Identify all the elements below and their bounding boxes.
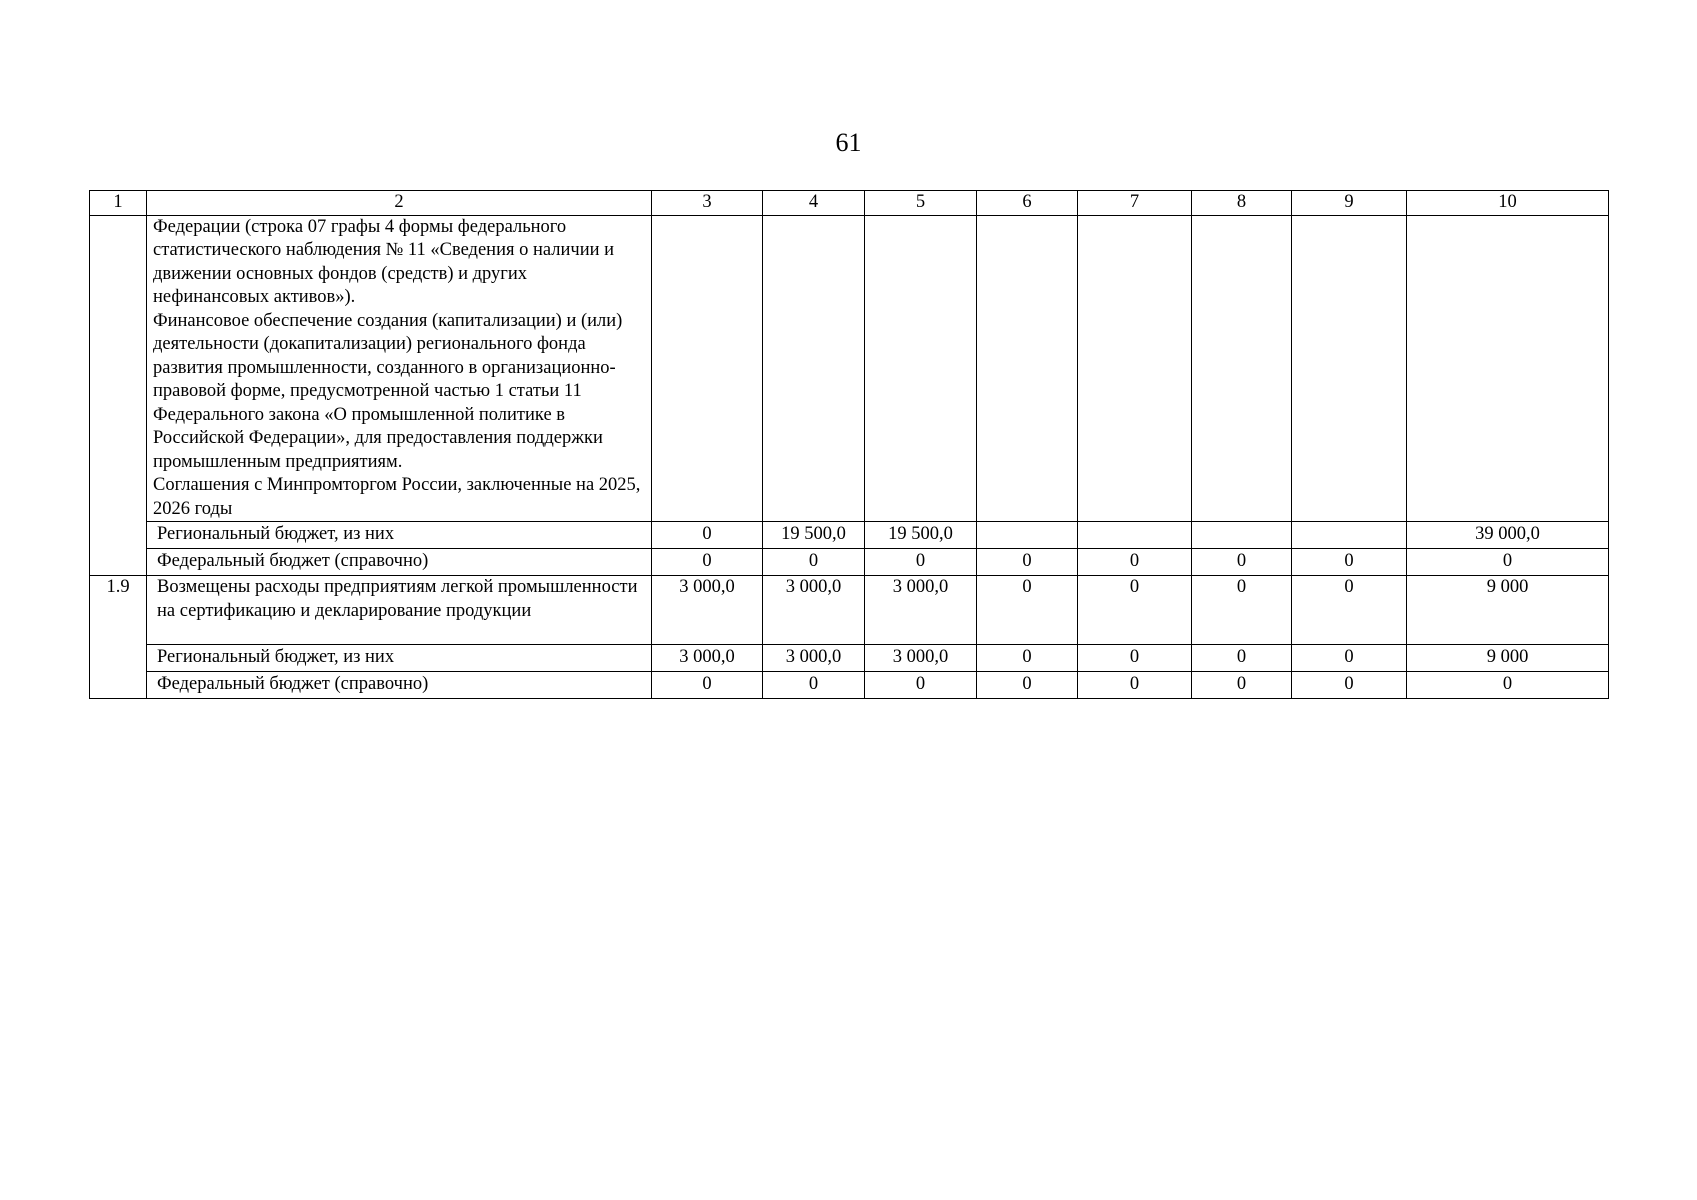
value-cell: 0 [1078,549,1192,576]
column-header-8: 8 [1192,191,1292,216]
table-row [90,576,1609,645]
value-cell [1192,522,1292,549]
value-cell: 3 000,0 [865,576,977,645]
column-header-3: 3 [652,191,763,216]
row-description: Возмещены расходы предприятиям легкой промышленности на сертификацию и декларирование продукции [147,576,652,645]
empty-cell [977,215,1078,522]
value-cell: 0 [1407,549,1609,576]
value-cell: 9 000 [1407,576,1609,645]
row-label: Региональный бюджет, из них [147,522,652,549]
value-cell [977,522,1078,549]
value-cell: 0 [1192,549,1292,576]
empty-cell [865,215,977,522]
column-header-10: 10 [1407,191,1609,216]
value-cell: 0 [763,549,865,576]
value-cell: 0 [977,549,1078,576]
row-index [90,215,147,576]
value-cell: 0 [1078,672,1192,699]
empty-cell [1292,215,1407,522]
row-label: Федеральный бюджет (справочно) [147,549,652,576]
value-cell: 0 [977,645,1078,672]
row-label: Региональный бюджет, из них [147,645,652,672]
table-row [90,549,1609,576]
column-header-4: 4 [763,191,865,216]
empty-cell [1407,215,1609,522]
table-row [90,645,1609,672]
description-paragraph: Федерации (строка 07 графы 4 формы федерального статистического наблюдения № 11 «Сведения о наличии и движении основных фондов (средств) и других нефинансовых активов»). [153,216,615,307]
value-cell: 0 [1407,672,1609,699]
empty-cell [763,215,865,522]
value-cell: 9 000 [1407,645,1609,672]
budget-table [89,190,1609,699]
table-row [90,215,1609,522]
empty-cell [1078,215,1192,522]
empty-cell [1192,215,1292,522]
value-cell: 0 [1292,576,1407,645]
value-cell: 0 [1192,645,1292,672]
column-header-5: 5 [865,191,977,216]
value-cell: 39 000,0 [1407,522,1609,549]
column-header-9: 9 [1292,191,1407,216]
table-row [90,672,1609,699]
value-cell: 0 [865,549,977,576]
value-cell: 3 000,0 [763,645,865,672]
value-cell: 0 [977,576,1078,645]
value-cell: 0 [1078,576,1192,645]
value-cell: 0 [1078,645,1192,672]
value-cell: 0 [1292,549,1407,576]
value-cell: 0 [1292,672,1407,699]
value-cell: 0 [1292,645,1407,672]
table-row [90,522,1609,549]
page-number: 61 [835,128,862,157]
empty-cell [652,215,763,522]
value-cell: 0 [652,672,763,699]
value-cell: 3 000,0 [652,645,763,672]
value-cell: 19 500,0 [763,522,865,549]
column-header-7: 7 [1078,191,1192,216]
value-cell: 3 000,0 [865,645,977,672]
row-index: 1.9 [90,576,147,699]
column-header-1: 1 [90,191,147,216]
value-cell: 0 [1192,672,1292,699]
column-header-2: 2 [147,191,652,216]
value-cell: 3 000,0 [652,576,763,645]
value-cell: 0 [1192,576,1292,645]
value-cell [1078,522,1192,549]
value-cell: 0 [652,549,763,576]
value-cell: 19 500,0 [865,522,977,549]
value-cell [1292,522,1407,549]
value-cell: 0 [763,672,865,699]
column-header-row [90,191,1609,216]
description-paragraph: Соглашения с Минпромторгом России, заключенные на 2025, 2026 годы [153,475,641,519]
description-paragraph: Финансовое обеспечение создания (капитализации) и (или) деятельности (докапитализации) регионального фонда развития промышленности, созданного в организационно-правовой форме, предусмотренной частью 1 статьи 11 Федерального закона «О промышленной политике в Российской Федерации», для предоставления поддержки промышленным предприятиям. [153,310,623,472]
column-header-6: 6 [977,191,1078,216]
row-label: Федеральный бюджет (справочно) [147,672,652,699]
value-cell: 0 [652,522,763,549]
value-cell: 3 000,0 [763,576,865,645]
row-description [147,215,652,522]
value-cell: 0 [977,672,1078,699]
value-cell: 0 [865,672,977,699]
